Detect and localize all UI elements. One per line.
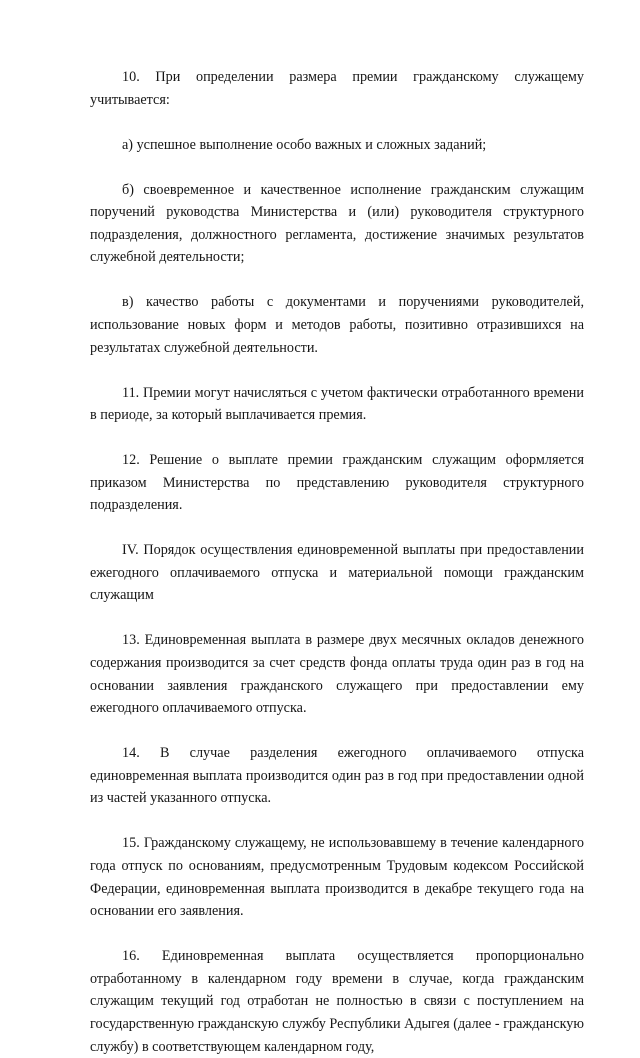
paragraph-16: 16. Единовременная выплата осуществляется пропорционально отработанному в календарном году времени в случае, когда гражданским служащим текущий год отработан не полностью в связи с поступлением на государственную гражданскую службу Республики Адыгея (далее - гражданскую службу) в соответствующем календарном году, — [90, 948, 584, 1055]
paragraph-10: 10. При определении размера премии гражданскому служащему учитывается: — [90, 69, 584, 108]
paragraph-10v: в) качество работы с документами и поручениями руководителей, использование новых форм и методов работы, позитивно отразившихся на результатах служебной деятельности. — [90, 294, 584, 356]
paragraph-14: 14. В случае разделения ежегодного оплачиваемого отпуска единовременная выплата производится один раз в год при предоставлении одной из частей указанного отпуска. — [90, 745, 584, 807]
paragraph-13: 13. Единовременная выплата в размере двух месячных окладов денежного содержания производится за счет средств фонда оплаты труда один раз в год на основании заявления гражданского служащего при предоставлении ему ежегодного оплачиваемого отпуска. — [90, 632, 584, 717]
paragraph-10b: б) своевременное и качественное исполнение гражданским служащим поручений руководства Министерства и (или) руководителя структурного подразделения, должностного регламента, достижение значимых результатов служебной деятельности; — [90, 181, 584, 266]
paragraph-12: 12. Решение о выплате премии гражданским служащим оформляется приказом Министерства по представлению руководителя структурного подразделения. — [90, 452, 584, 514]
document-body — [90, 66, 584, 1058]
paragraph-11: 11. Премии могут начисляться с учетом фактически отработанного времени в периоде, за который выплачивается премия. — [90, 384, 584, 424]
paragraph-15: 15. Гражданскому служащему, не использовавшему в течение календарного года отпуск по основаниям, предусмотренным Трудовым кодексом Российской Федерации, единовременная выплата производится в декабре текущего года на основании его заявления. — [90, 835, 584, 920]
section-heading-iv: IV. Порядок осуществления единовременной выплаты при предоставлении ежегодного оплачиваемого отпуска и материальной помощи гражданским служащим — [90, 542, 584, 604]
paragraph-10a: а) успешное выполнение особо важных и сложных заданий; — [122, 136, 487, 153]
